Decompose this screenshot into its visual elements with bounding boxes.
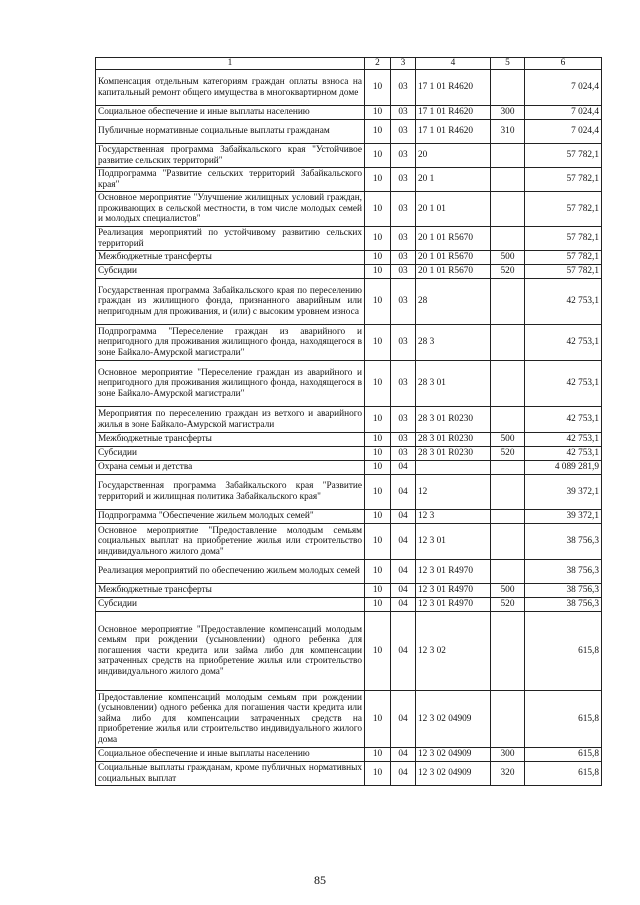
- row-subsection: 04: [391, 748, 416, 762]
- row-subsection: 03: [391, 192, 416, 227]
- row-target-code: 12 3: [416, 510, 491, 524]
- row-expense-type: 300: [491, 106, 525, 120]
- row-name: Государственная программа Забайкальского края по переселению граждан из жилищного фонда, признанного аварийным или непригодным для проживания, и (или) с высоким уровнем износа: [96, 279, 365, 325]
- row-target-code: 20 1 01 R5670: [416, 227, 491, 251]
- row-expense-type: 500: [491, 584, 525, 598]
- row-section: 10: [365, 584, 391, 598]
- table-row: [96, 361, 602, 407]
- row-target-code: 28 3 01 R0230: [416, 433, 491, 447]
- row-section: 10: [365, 361, 391, 407]
- row-section: 10: [365, 762, 391, 786]
- row-target-code: 12 3 02 04909: [416, 762, 491, 786]
- header-col-5: 5: [491, 58, 525, 70]
- row-subsection: 03: [391, 227, 416, 251]
- row-subsection: 03: [391, 279, 416, 325]
- table-row: [96, 407, 602, 433]
- row-amount: 4 089 281,9: [525, 461, 602, 475]
- row-amount: 39 372,1: [525, 475, 602, 510]
- row-section: 10: [365, 70, 391, 106]
- table-row: [96, 524, 602, 560]
- row-expense-type: [491, 279, 525, 325]
- row-subsection: 04: [391, 475, 416, 510]
- row-target-code: [416, 461, 491, 475]
- row-amount: 57 782,1: [525, 227, 602, 251]
- table-header-row: [96, 58, 602, 70]
- row-amount: 42 753,1: [525, 447, 602, 461]
- row-amount: 7 024,4: [525, 120, 602, 144]
- row-amount: 42 753,1: [525, 407, 602, 433]
- row-subsection: 03: [391, 70, 416, 106]
- row-target-code: 12 3 02 04909: [416, 691, 491, 748]
- table-row: [96, 120, 602, 144]
- row-name: Субсидии: [96, 265, 365, 279]
- table-row: [96, 192, 602, 227]
- row-section: 10: [365, 144, 391, 168]
- row-expense-type: [491, 168, 525, 192]
- row-subsection: 04: [391, 762, 416, 786]
- table-row: [96, 560, 602, 584]
- row-name: Субсидии: [96, 598, 365, 612]
- row-target-code: 17 1 01 R4620: [416, 70, 491, 106]
- row-subsection: 04: [391, 510, 416, 524]
- header-col-4: 4: [416, 58, 491, 70]
- row-subsection: 04: [391, 560, 416, 584]
- row-subsection: 04: [391, 612, 416, 691]
- row-name: Основное мероприятие "Переселение граждан из аварийного и непригодного для проживания жилищного фонда, находящегося в зоне Байкало-Амурской магистрали": [96, 361, 365, 407]
- header-col-3: 3: [391, 58, 416, 70]
- row-expense-type: [491, 510, 525, 524]
- table-row: [96, 279, 602, 325]
- row-expense-type: 520: [491, 447, 525, 461]
- row-amount: 57 782,1: [525, 168, 602, 192]
- row-target-code: 28 3: [416, 325, 491, 361]
- row-name: Подпрограмма "Переселение граждан из аварийного и непригодного для проживания жилищного фонда, находящегося в зоне Байкало-Амурской магистрали": [96, 325, 365, 361]
- table-row: [96, 106, 602, 120]
- row-section: 10: [365, 510, 391, 524]
- row-target-code: 20 1 01: [416, 192, 491, 227]
- row-amount: 42 753,1: [525, 361, 602, 407]
- row-name: Предоставление компенсаций молодым семьям при рождении (усыновлении) одного ребенка для погашения части кредита или займа либо для компенсации затраченных средств на приобретение жилья или строительство индивидуального жилого дома: [96, 691, 365, 748]
- row-amount: 42 753,1: [525, 279, 602, 325]
- row-section: 10: [365, 598, 391, 612]
- row-amount: 38 756,3: [525, 584, 602, 598]
- row-subsection: 03: [391, 265, 416, 279]
- table-row: [96, 447, 602, 461]
- row-amount: 57 782,1: [525, 265, 602, 279]
- row-expense-type: [491, 325, 525, 361]
- row-expense-type: 300: [491, 748, 525, 762]
- table-row: [96, 325, 602, 361]
- row-name: Реализация мероприятий по обеспечению жильем молодых семей: [96, 560, 365, 584]
- row-target-code: 17 1 01 R4620: [416, 106, 491, 120]
- table-row: [96, 612, 602, 691]
- row-name: Социальные выплаты гражданам, кроме публичных нормативных социальных выплат: [96, 762, 365, 786]
- row-section: 10: [365, 168, 391, 192]
- row-expense-type: [491, 227, 525, 251]
- row-expense-type: [491, 475, 525, 510]
- row-section: 10: [365, 251, 391, 265]
- table-row: [96, 584, 602, 598]
- row-amount: 38 756,3: [525, 560, 602, 584]
- table-row: [96, 144, 602, 168]
- table-row: [96, 70, 602, 106]
- row-target-code: 20 1 01 R5670: [416, 251, 491, 265]
- row-amount: 615,8: [525, 612, 602, 691]
- row-target-code: 20 1 01 R5670: [416, 265, 491, 279]
- row-name: Основное мероприятие "Улучшение жилищных условий граждан, проживающих в сельской местности, в том числе молодых семей и молодых специалистов": [96, 192, 365, 227]
- row-expense-type: [491, 461, 525, 475]
- row-subsection: 03: [391, 144, 416, 168]
- row-target-code: 12 3 02: [416, 612, 491, 691]
- row-target-code: 12 3 01 R4970: [416, 584, 491, 598]
- row-target-code: 12 3 01 R4970: [416, 598, 491, 612]
- row-subsection: 04: [391, 584, 416, 598]
- row-section: 10: [365, 407, 391, 433]
- row-subsection: 04: [391, 598, 416, 612]
- row-target-code: 12 3 01: [416, 524, 491, 560]
- row-name: Государственная программа Забайкальского края "Развитие территорий и жилищная политика Забайкальского края": [96, 475, 365, 510]
- row-section: 10: [365, 106, 391, 120]
- budget-table: [95, 57, 602, 786]
- row-amount: 42 753,1: [525, 433, 602, 447]
- row-section: 10: [365, 325, 391, 361]
- row-target-code: 28 3 01 R0230: [416, 407, 491, 433]
- row-subsection: 03: [391, 361, 416, 407]
- row-expense-type: 500: [491, 251, 525, 265]
- row-expense-type: [491, 524, 525, 560]
- row-name: Государственная программа Забайкальского края "Устойчивое развитие сельских территорий": [96, 144, 365, 168]
- row-expense-type: [491, 144, 525, 168]
- row-name: Подпрограмма "Обеспечение жильем молодых семей": [96, 510, 365, 524]
- row-expense-type: [491, 361, 525, 407]
- row-subsection: 03: [391, 447, 416, 461]
- table-row: [96, 748, 602, 762]
- row-section: 10: [365, 691, 391, 748]
- row-name: Социальное обеспечение и иные выплаты населению: [96, 106, 365, 120]
- row-section: 10: [365, 227, 391, 251]
- row-target-code: 20 1: [416, 168, 491, 192]
- row-subsection: 03: [391, 251, 416, 265]
- table-row: [96, 510, 602, 524]
- table-row: [96, 598, 602, 612]
- row-subsection: 04: [391, 524, 416, 560]
- row-target-code: 17 1 01 R4620: [416, 120, 491, 144]
- row-amount: 7 024,4: [525, 106, 602, 120]
- row-subsection: 03: [391, 433, 416, 447]
- row-name: Подпрограмма "Развитие сельских территорий Забайкальского края": [96, 168, 365, 192]
- table-row: [96, 168, 602, 192]
- row-section: 10: [365, 120, 391, 144]
- row-amount: 7 024,4: [525, 70, 602, 106]
- row-section: 10: [365, 265, 391, 279]
- row-section: 10: [365, 433, 391, 447]
- table-row: [96, 691, 602, 748]
- table-row: [96, 475, 602, 510]
- table-row: [96, 251, 602, 265]
- row-amount: 42 753,1: [525, 325, 602, 361]
- row-section: 10: [365, 279, 391, 325]
- table-row: [96, 433, 602, 447]
- header-col-1: 1: [96, 58, 365, 70]
- row-amount: 615,8: [525, 748, 602, 762]
- row-expense-type: [491, 612, 525, 691]
- row-expense-type: 320: [491, 762, 525, 786]
- table-row: [96, 227, 602, 251]
- row-subsection: 03: [391, 168, 416, 192]
- row-expense-type: 520: [491, 265, 525, 279]
- row-amount: 57 782,1: [525, 192, 602, 227]
- row-name: Основное мероприятие "Предоставление компенсаций молодым семьям при рождении (усыновлении) одного ребенка для погашения части кредита или займа либо для компенсации затраченных средств на приобретение жилья или строительство индивидуального жилого дома": [96, 612, 365, 691]
- row-section: 10: [365, 447, 391, 461]
- header-col-6: 6: [525, 58, 602, 70]
- row-subsection: 04: [391, 691, 416, 748]
- row-section: 10: [365, 475, 391, 510]
- row-section: 10: [365, 524, 391, 560]
- row-expense-type: 310: [491, 120, 525, 144]
- row-expense-type: [491, 691, 525, 748]
- row-section: 10: [365, 461, 391, 475]
- row-expense-type: [491, 192, 525, 227]
- row-name: Межбюджетные трансферты: [96, 251, 365, 265]
- row-amount: 57 782,1: [525, 251, 602, 265]
- row-subsection: 04: [391, 461, 416, 475]
- row-expense-type: 500: [491, 433, 525, 447]
- row-name: Социальное обеспечение и иные выплаты населению: [96, 748, 365, 762]
- row-target-code: 28: [416, 279, 491, 325]
- row-name: Основное мероприятие "Предоставление молодым семьям социальных выплат на приобретение жилья или строительство индивидуального жилого дома": [96, 524, 365, 560]
- row-amount: 57 782,1: [525, 144, 602, 168]
- row-target-code: 12: [416, 475, 491, 510]
- row-section: 10: [365, 560, 391, 584]
- row-expense-type: 520: [491, 598, 525, 612]
- row-section: 10: [365, 748, 391, 762]
- row-subsection: 03: [391, 407, 416, 433]
- row-amount: 39 372,1: [525, 510, 602, 524]
- row-target-code: 28 3 01: [416, 361, 491, 407]
- header-col-2: 2: [365, 58, 391, 70]
- row-name: Мероприятия по переселению граждан из ветхого и аварийного жилья в зоне Байкало-Амурской магистрали: [96, 407, 365, 433]
- row-amount: 38 756,3: [525, 524, 602, 560]
- table-body: [96, 70, 602, 786]
- table-row: [96, 762, 602, 786]
- row-name: Публичные нормативные социальные выплаты гражданам: [96, 120, 365, 144]
- row-expense-type: [491, 70, 525, 106]
- row-amount: 38 756,3: [525, 598, 602, 612]
- row-name: Охрана семьи и детства: [96, 461, 365, 475]
- row-expense-type: [491, 560, 525, 584]
- row-amount: 615,8: [525, 691, 602, 748]
- table-row: [96, 461, 602, 475]
- row-expense-type: [491, 407, 525, 433]
- row-target-code: 12 3 02 04909: [416, 748, 491, 762]
- table-row: [96, 265, 602, 279]
- row-subsection: 03: [391, 120, 416, 144]
- row-name: Компенсация отдельным категориям граждан оплаты взноса на капитальный ремонт общего имущества в многоквартирном доме: [96, 70, 365, 106]
- row-target-code: 28 3 01 R0230: [416, 447, 491, 461]
- row-subsection: 03: [391, 325, 416, 361]
- row-amount: 615,8: [525, 762, 602, 786]
- row-section: 10: [365, 612, 391, 691]
- row-target-code: 12 3 01 R4970: [416, 560, 491, 584]
- row-name: Реализация мероприятий по устойчивому развитию сельских территорий: [96, 227, 365, 251]
- row-name: Субсидии: [96, 447, 365, 461]
- row-name: Межбюджетные трансферты: [96, 433, 365, 447]
- row-name: Межбюджетные трансферты: [96, 584, 365, 598]
- page-number: 85: [314, 873, 326, 887]
- row-target-code: 20: [416, 144, 491, 168]
- row-section: 10: [365, 192, 391, 227]
- row-subsection: 03: [391, 106, 416, 120]
